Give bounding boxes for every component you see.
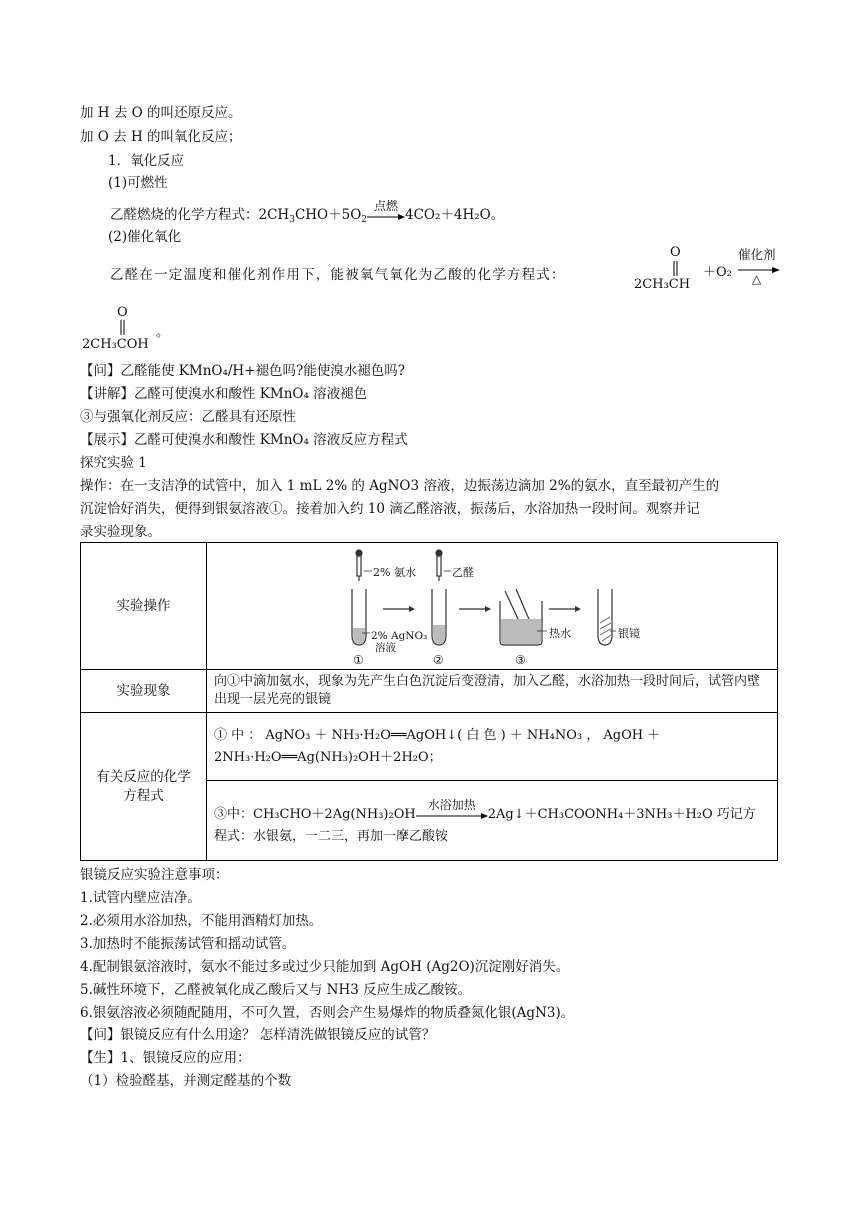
display-1 bbox=[80, 431, 408, 449]
step-3-label: ③ bbox=[515, 653, 526, 667]
note-item: 5.碱性环境下，乙醛被氧化成乙酸后又与 NH3 反应生成乙酸铵。 bbox=[80, 982, 472, 998]
combustion-equation: 乙醛燃烧的化学方程式：$2CH_3CHO+5O_2$ 点燃 4CO₂＋4H₂O。 bbox=[110, 198, 505, 225]
label-silver-mirror: 银镜 bbox=[618, 627, 640, 640]
operation-line-2: 沉淀恰好消失，便得到银氨溶液①。接着加入约 10 滴乙醛溶液，振荡后，水浴加热一段时间。观察并记 bbox=[80, 501, 700, 517]
reaction-arrow-2 bbox=[416, 797, 488, 822]
catalytic-text: 乙醛在一定温度和催化剂作用下，能被氧气氧化为乙酸的化学方程式： bbox=[110, 267, 566, 283]
operation-line-1: 操作：在一支洁净的试管中，加入 1 mL 2% 的 AgNO3 溶液，边振荡边滴加 2%的氨水，直至最初产生的 bbox=[80, 478, 720, 494]
equation-cell-2 bbox=[207, 781, 778, 861]
label-acetaldehyde: 乙醛 bbox=[452, 566, 474, 579]
product-oxygen-atom: O bbox=[117, 305, 128, 320]
combustion-condition: 点燃 bbox=[373, 198, 398, 213]
application-1: （1）检验醛基，并测定醛基的个数 bbox=[80, 1073, 292, 1089]
experiment-title: 探究实验 1 bbox=[80, 455, 147, 471]
note-item: 1.试管内壁应洁净。 bbox=[80, 890, 201, 906]
step-2-label: ② bbox=[433, 653, 444, 667]
label-hot-water: 热水 bbox=[549, 627, 571, 640]
equation-1-line-2: 2NH₃·H₂O══Ag(NH₃)₂OH＋2H₂O； bbox=[214, 749, 442, 765]
question-1 bbox=[80, 362, 405, 380]
equation-1-line-1: ① 中 ： AgNO₃ ＋ NH₃·H₂O══AgOH↓( 白 色 ) ＋ NH₄NO₃ ， AgOH ＋ bbox=[214, 727, 661, 743]
label-phenomenon: 实验现象 bbox=[81, 670, 207, 713]
student-text: 1、银镜反应的应用： bbox=[120, 1050, 251, 1066]
subheading-catalytic: (2)催化氧化 bbox=[108, 229, 182, 245]
equation-2-line-2: 程式：水银氨，一二三，再加一摩乙酸铵 bbox=[214, 829, 449, 844]
label-agno3: 2% AgNO₃ bbox=[371, 630, 428, 642]
note-item: 4.配制银氨溶液时，氨水不能过多或过少只能加到 AgOH (Ag2O)沉淀刚好消失。 bbox=[80, 959, 570, 975]
product-period: 。 bbox=[156, 325, 170, 340]
table-row-equations bbox=[81, 713, 778, 781]
explanation-text: 乙醛可使溴水和酸性 KMnO₄ 溶液褪色 bbox=[134, 386, 368, 402]
dropper-icon bbox=[356, 550, 362, 556]
combustion-product: 4CO₂＋4H₂O。 bbox=[405, 207, 505, 223]
reactant-double-bond bbox=[672, 261, 680, 277]
equation-2-prefix: ③中：CH₃CHO＋2Ag(NH₃)₂OH bbox=[214, 807, 416, 822]
reactant-oxygen-atom: O bbox=[670, 245, 681, 260]
display-tag: 【展示】 bbox=[80, 432, 134, 448]
catalyst-condition: 催化剂 bbox=[738, 247, 776, 262]
operation-line-3: 录实验现象。 bbox=[80, 524, 161, 540]
dropper-tube bbox=[357, 556, 361, 576]
label-operation: 实验操作 bbox=[81, 543, 207, 670]
note-item: 3.加热时不能振荡试管和摇动试管。 bbox=[80, 936, 296, 952]
table-row-operation bbox=[81, 543, 778, 670]
phenomenon-text: 向①中滴加氨水，现象为先产生白色沉淀后变澄清，加入乙醛，水浴加热一段时间后，试管内壁出现一层光亮的银镜 bbox=[207, 670, 778, 713]
note-item: 2.必须用水浴加热，不能用酒精灯加热。 bbox=[80, 913, 323, 929]
note-strong-oxidant: ③与强氧化剂反应：乙醛具有还原性 bbox=[80, 409, 296, 425]
heat-condition: △ bbox=[752, 272, 762, 286]
student-answer bbox=[80, 1049, 251, 1067]
equation-2-line-1 bbox=[214, 797, 770, 826]
question-text: 乙醛能使 KMnO₄/H+褪色吗?能使溴水褪色吗? bbox=[120, 363, 405, 379]
equation-2-suffix: 2Ag↓＋CH₃COONH₄＋3NH₃＋H₂O 巧记方 bbox=[487, 807, 756, 822]
table-row-phenomenon bbox=[81, 670, 778, 713]
explanation-tag: 【讲解】 bbox=[80, 386, 134, 402]
dropper-icon-2 bbox=[436, 550, 442, 556]
explanation-1 bbox=[80, 385, 367, 403]
subheading-combustion: (1)可燃性 bbox=[108, 175, 168, 191]
section-heading-oxidation: 1．氧化反应 bbox=[108, 153, 185, 169]
operation-diagram-cell bbox=[207, 543, 778, 670]
note-item: 6.银氨溶液必须随配随用，不可久置，否则会产生易爆炸的物质叠氮化银(AgN3)。 bbox=[80, 1005, 575, 1021]
notes-title: 银镜反应实验注意事项： bbox=[80, 867, 229, 883]
label-ammonia: 2% 氨水 bbox=[373, 566, 416, 579]
question-2-tag: 【问】 bbox=[80, 1027, 121, 1043]
combustion-prefix: 乙醛燃烧的化学方程式：2CH bbox=[110, 207, 290, 223]
intro-line-2: 加 O 去 H 的叫氧化反应； bbox=[80, 129, 242, 145]
display-text: 乙醛可使溴水和酸性 KMnO₄ 溶液反应方程式 bbox=[134, 432, 408, 448]
apparatus-diagram bbox=[207, 543, 777, 669]
equation-cell-1 bbox=[207, 713, 778, 781]
question-2-text: 银镜反应有什么用途？ 怎样清洗做银镜反应的试管？ bbox=[120, 1027, 436, 1043]
label-equations: 有关反应的化学方程式 bbox=[81, 713, 207, 861]
reactant-formula: 2CH₃CH bbox=[634, 277, 691, 292]
reactant-oxygen: ＋O₂ bbox=[703, 265, 732, 280]
question-2 bbox=[80, 1026, 435, 1044]
step-1-label: ① bbox=[353, 653, 364, 667]
label-solution: 溶液 bbox=[375, 642, 396, 654]
experiment-table bbox=[80, 542, 778, 861]
question-tag: 【问】 bbox=[80, 363, 121, 379]
product-double-bond bbox=[119, 320, 127, 336]
intro-line-1: 加 H 去 O 的叫还原反应。 bbox=[80, 105, 242, 121]
equation-2-condition: 水浴加热 bbox=[427, 797, 476, 812]
product-formula: 2CH₃COH bbox=[82, 337, 149, 352]
student-tag: 【生】 bbox=[80, 1050, 121, 1066]
reaction-arrow bbox=[367, 198, 405, 223]
